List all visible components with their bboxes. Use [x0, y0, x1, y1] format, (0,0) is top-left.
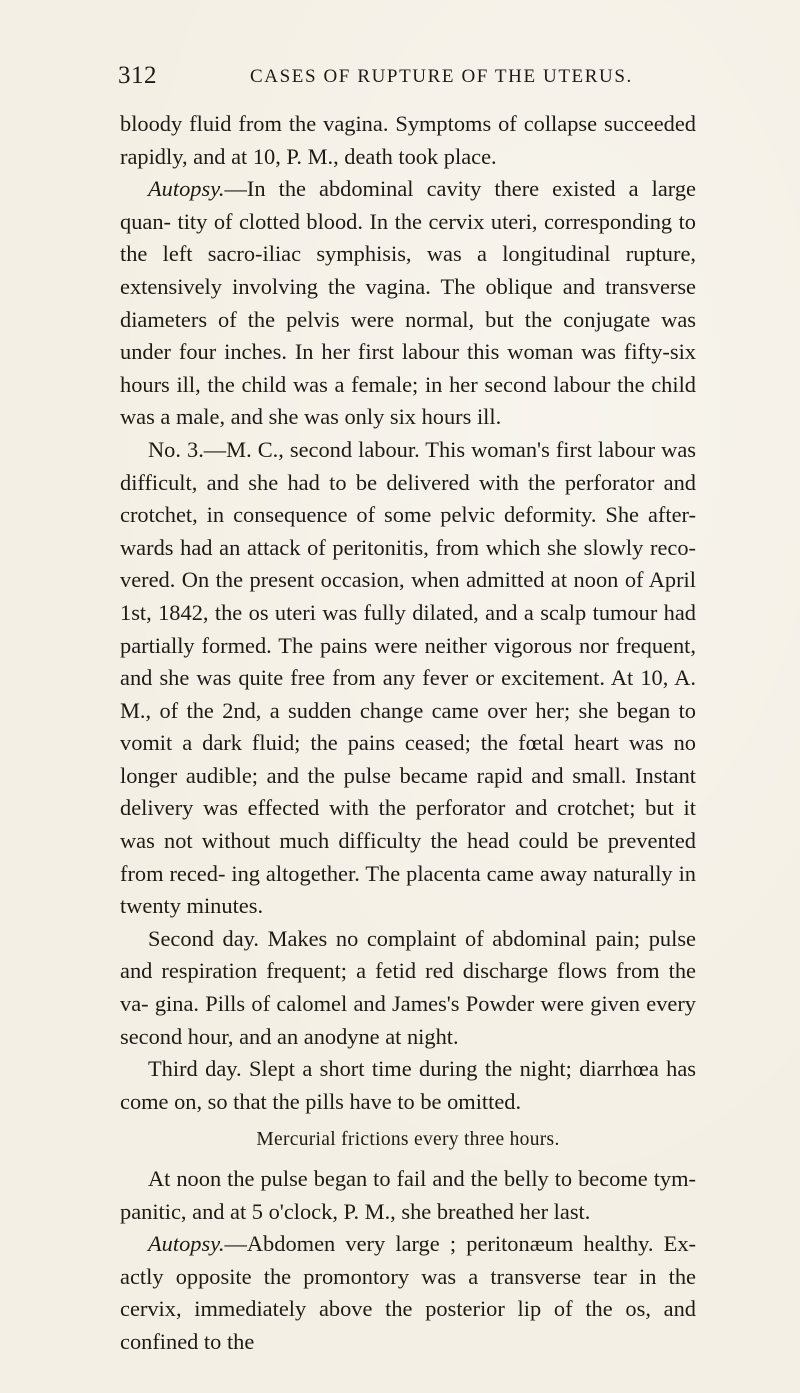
paragraph-text: At noon the pulse began to fail and the belly to become tym- panitic, and at 5 o'clock, P. M., she breathed her last. [120, 1166, 696, 1224]
running-head [118, 62, 696, 92]
paragraph-lead: Autopsy. [148, 176, 225, 202]
paragraph-case-3 [120, 434, 696, 923]
body-text [120, 108, 696, 1359]
page-number: 312 [118, 62, 157, 89]
paragraph-lead: Autopsy. [148, 1231, 225, 1257]
paragraph-text: Mercurial frictions every three hours. [256, 1129, 560, 1151]
paragraph-second-day [120, 923, 696, 1053]
paragraph-text: bloody fluid from the vagina. Symptoms of collapse succeeded rapidly, and at 10, P. M., death took place. [120, 111, 696, 169]
paragraph-third-day [120, 1053, 696, 1118]
paragraph-text: Second day. Makes no complaint of abdominal pain; pulse and respiration frequent; a fetid red discharge flows from the va- gina. Pills of calomel and James's Powder were given every second hour, and an anodyne at night. [120, 925, 696, 1049]
header-title: CASES OF RUPTURE OF THE UTERUS. [250, 66, 633, 87]
paragraph-text: —Abdomen very large ; peritonæum healthy. Ex- actly opposite the promontory was a transverse tear in the cervix, immediately above the posterior lip of the os, and confined to the [120, 1231, 696, 1354]
paragraph-text: Third day. Slept a short time during the night; diarrhœa has come on, so that the pills have to be omitted. [120, 1056, 696, 1114]
paragraph-autopsy-2 [120, 1228, 696, 1358]
paragraph-autopsy-1 [120, 173, 696, 434]
paragraph-noon [120, 1163, 696, 1228]
paragraph-text: —In the abdominal cavity there existed a large quan- tity of clotted blood. In the cervix uteri, corresponding to the left sacro-iliac symphisis, was a longitudinal rupture, extensively involving the vagina. The oblique and transverse diameters of the pelvis were normal, but the conjugate was under four inches. In her first labour this woman was fifty-six hours ill, the child was a female; in her second labour the child was a male, and she was only six hours ill. [120, 176, 696, 430]
paragraph-prescription [120, 1124, 696, 1157]
paragraph-text: No. 3.—M. C., second labour. This woman's first labour was difficult, and she had to be delivered with the perforator and crotchet, in consequence of some pelvic deformity. She after- wards had an attack of peritonitis, from which she slowly reco- vered. On the present occasion, when admitted at noon of April 1st, 1842, the os uteri was fully dilated, and a scalp tumour had partially formed. The pains were neither vigorous nor frequent, and she was quite free from any fever or excitement. At 10, A. M., of the 2nd, a sudden change came over her; she began to vomit a dark fluid; the pains ceased; the fœtal heart was no longer audible; and the pulse became rapid and small. Instant delivery was effected with the perforator and crotchet; but it was not without much difficulty the head could be prevented from reced- ing altogether. The placenta came away naturally in twenty minutes. [120, 436, 696, 919]
paragraph-continuation [120, 108, 696, 173]
